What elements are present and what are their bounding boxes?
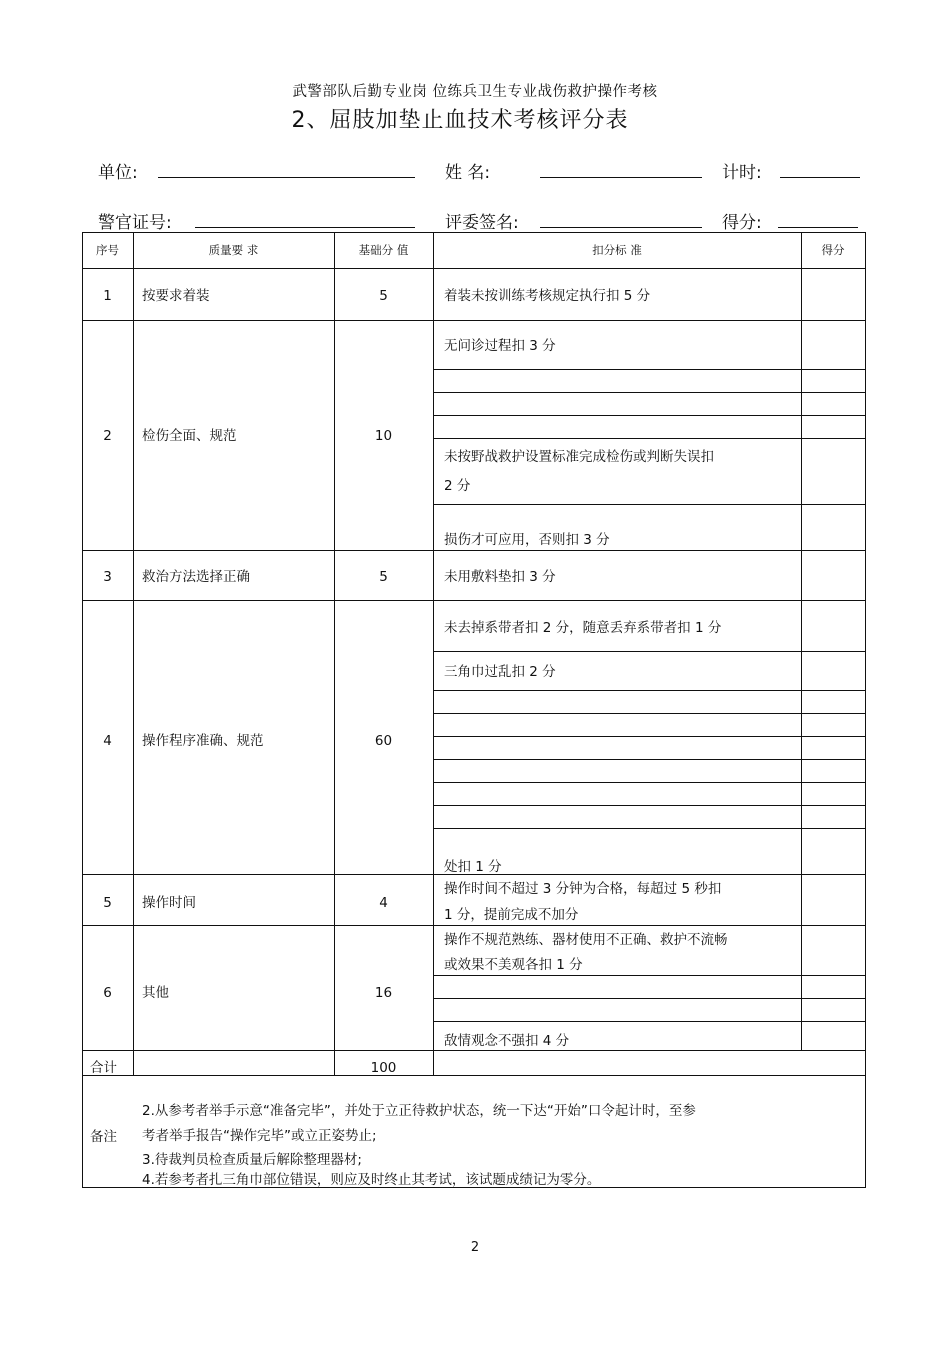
row-2-deduction-3: 2 分 [444,478,471,494]
header-base-score: 基础分 值 [358,243,409,257]
row-2-deduction-1: 无问诊过程扣 3 分 [444,338,556,354]
row-6-number: 6 [103,985,112,1001]
unit-label: 单位: [98,163,138,183]
name-label: 姓 名: [445,163,491,183]
row-5-deduction-1: 操作时间不超过 3 分钟为合格，每超过 5 秒扣 [444,881,722,897]
row-4-deduction-1: 未去掉系带者扣 2 分，随意丢弃系带者扣 1 分 [444,620,722,636]
row-2-number: 2 [103,428,112,444]
row-6-base: 16 [374,985,393,1001]
row-2-deduction-4: 损伤才可应用，否则扣 3 分 [444,532,610,548]
row-1-number: 1 [103,288,112,304]
row-5-base: 4 [379,895,388,911]
remarks-line-3: 3.待裁判员检查质量后解除整理器材; [142,1152,362,1168]
score-label: 得分: [722,213,762,233]
remarks-line-2: 考者举手报告“操作完毕”或立正姿势止; [142,1128,377,1144]
remarks-label: 备注 [90,1129,117,1145]
page-number: 2 [470,1240,480,1255]
remarks-line-1: 2.从参考者举手示意“准备完毕”，并处于立正待救护状态，统一下达“开始”口令起计时，至参 [142,1103,696,1119]
row-4-deduction-2: 三角巾过乱扣 2 分 [444,664,556,680]
page-title: 2、屈肢加垫止血技术考核评分表 [291,108,629,133]
row-6-deduction-1: 操作不规范熟练、器材使用不正确、救护不流畅 [444,932,728,948]
row-2-deduction-2: 未按野战救护设置标准完成检伤或判断失误扣 [444,449,714,465]
row-4-base: 60 [374,733,393,749]
row-3-number: 3 [103,569,112,585]
row-2-quality: 检伤全面、规范 [142,428,237,444]
row-4-deduction-3: 处扣 1 分 [444,859,502,875]
header-deduction: 扣分标 准 [592,243,642,257]
row-4-number: 4 [103,733,112,749]
remarks-line-4: 4.若参考者扎三角巾部位错误，则应及时终止其考试，该试题成绩记为零分。 [142,1172,601,1188]
officer-id-label: 警官证号: [98,213,172,233]
header-number: 序号 [96,243,119,257]
timing-label: 计时: [722,163,762,183]
total-label: 合计 [90,1060,117,1076]
row-3-deduction-1: 未用敷料垫扣 3 分 [444,569,556,585]
row-3-quality: 救治方法选择正确 [142,569,250,585]
row-6-quality: 其他 [142,985,169,1001]
row-2-base: 10 [374,428,393,444]
row-4-quality: 操作程序准确、规范 [142,733,264,749]
row-5-deduction-2: 1 分，提前完成不加分 [444,907,579,923]
row-5-number: 5 [103,895,112,911]
header-score: 得分 [821,243,845,257]
row-6-deduction-3: 敌情观念不强扣 4 分 [444,1033,570,1049]
exam-subtitle: 武警部队后勤专业岗 位练兵卫生专业战伤救护操作考核 [292,84,658,100]
row-1-deduction-1: 着装未按训练考核规定执行扣 5 分 [444,288,651,304]
total-value: 100 [370,1060,397,1076]
row-5-quality: 操作时间 [142,895,196,911]
row-6-deduction-2: 或效果不美观各扣 1 分 [444,957,583,973]
judge-signature-label: 评委签名: [445,213,519,233]
header-quality: 质量要 求 [208,243,259,257]
row-1-base: 5 [379,288,388,304]
row-3-base: 5 [379,569,388,585]
row-1-quality: 按要求着装 [142,288,210,304]
